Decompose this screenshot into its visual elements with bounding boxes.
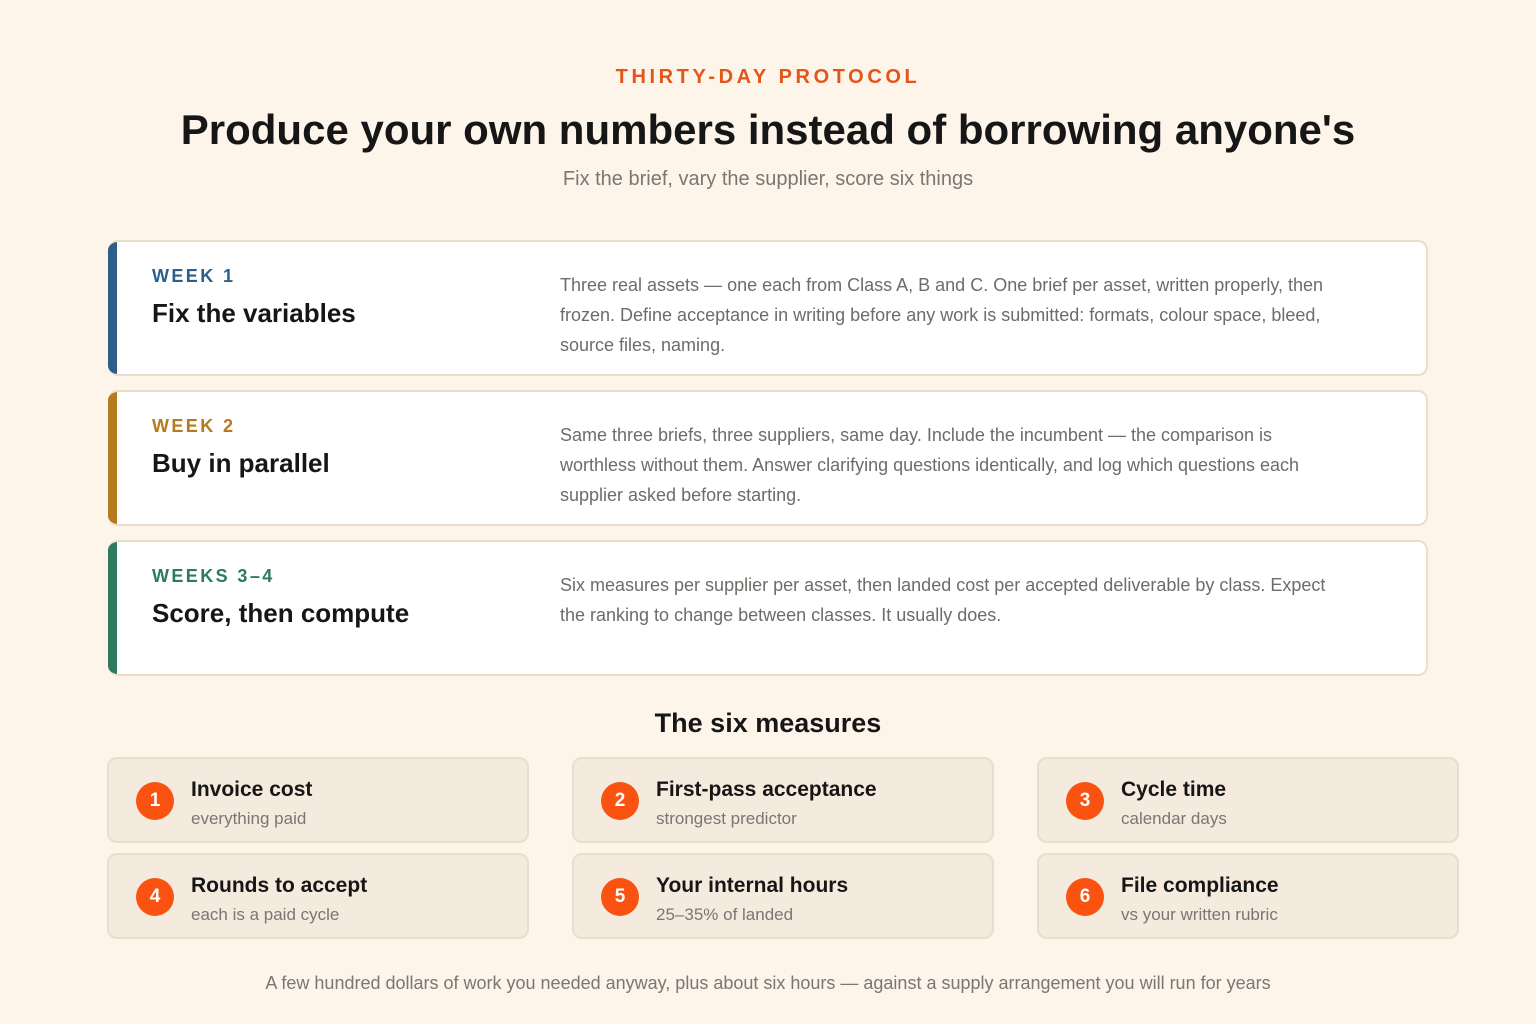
page-subtitle: Fix the brief, vary the supplier, score six things: [562, 168, 974, 190]
measure-name: Invoice cost: [191, 778, 313, 801]
measure-name: File compliance: [1121, 874, 1279, 897]
measure-name: Your internal hours: [656, 874, 849, 897]
measure-subtitle: each is a paid cycle: [191, 905, 340, 924]
week-card-3: [108, 540, 1428, 676]
measure-number-badge: 4: [136, 878, 174, 916]
measures-grid: [107, 757, 1459, 939]
measure-card-2: [572, 757, 994, 843]
measure-subtitle: 25–35% of landed: [656, 905, 794, 924]
measure-card-4: [107, 853, 529, 939]
footer-note: A few hundred dollars of work you needed anyway, plus about six hours — against a supply arrangement you will run for years: [265, 973, 1271, 993]
week-label: WEEK 1: [152, 266, 236, 286]
week-description: Same three briefs, three suppliers, same day. Include the incumbent — the comparison is worthless without them. Answer clarifying questions identically, and log which questions each supplier asked before starting.: [560, 425, 1300, 505]
measure-number-badge: 6: [1066, 878, 1104, 916]
week-list: [108, 240, 1428, 690]
week-label: WEEKS 3–4: [152, 566, 275, 586]
measure-card-1: [107, 757, 529, 843]
week-heading: Buy in parallel: [152, 448, 330, 478]
week-description: Six measures per supplier per asset, then landed cost per accepted deliverable by class. Expect the ranking to change between classes. It usually does.: [560, 575, 1326, 625]
week-heading: Score, then compute: [152, 598, 410, 628]
measures-section-title: The six measures: [654, 708, 882, 738]
measure-number-badge: 1: [136, 782, 174, 820]
measure-name: Rounds to accept: [191, 874, 368, 897]
measure-subtitle: vs your written rubric: [1121, 905, 1278, 924]
measure-number-badge: 2: [601, 782, 639, 820]
measure-number-badge: 3: [1066, 782, 1104, 820]
measure-name: First-pass acceptance: [656, 778, 877, 801]
measure-subtitle: everything paid: [191, 809, 307, 828]
week-card-1: [108, 240, 1428, 376]
measure-card-6: [1037, 853, 1459, 939]
measure-card-5: [572, 853, 994, 939]
measure-number-badge: 5: [601, 878, 639, 916]
week-description: Three real assets — one each from Class A, B and C. One brief per asset, written properly, then frozen. Define acceptance in writing before any work is submitted: formats, colour space, bleed, source files, naming.: [560, 275, 1324, 355]
eyebrow-label: THIRTY-DAY PROTOCOL: [615, 66, 921, 88]
week-label: WEEK 2: [152, 416, 236, 436]
week-accent-bar: [108, 242, 117, 374]
week-accent-bar: [108, 392, 117, 524]
week-heading: Fix the variables: [152, 298, 356, 328]
measure-name: Cycle time: [1121, 778, 1227, 801]
week-card-2: [108, 390, 1428, 526]
measure-card-3: [1037, 757, 1459, 843]
week-accent-bar: [108, 542, 117, 674]
measure-subtitle: strongest predictor: [656, 809, 797, 828]
page-title: Produce your own numbers instead of borrowing anyone's: [180, 106, 1356, 153]
measure-subtitle: calendar days: [1121, 809, 1227, 828]
